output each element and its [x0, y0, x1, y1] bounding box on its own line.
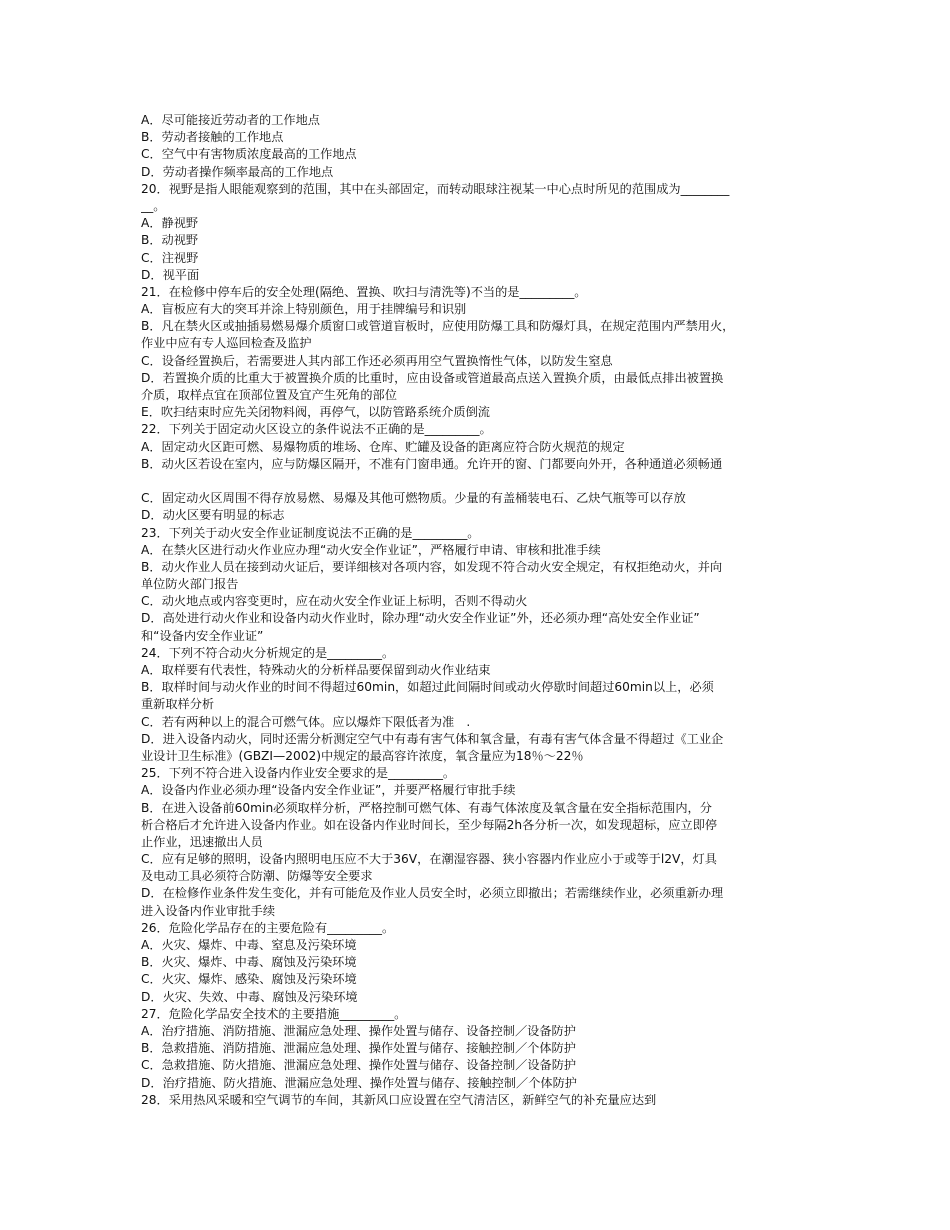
text-line: D．视平面 — [141, 267, 200, 282]
text-line: C．应有足够的照明，设备内照明电压应不大于36V，在潮湿容器、狭小容器内作业应小于或等于l2V，灯具 — [141, 852, 717, 867]
text-line: C．火灾、爆炸、感染、腐蚀及污染环境 — [141, 972, 357, 987]
text-line: 重新取样分析 — [141, 697, 215, 712]
text-line: 及电动工具必须符合防潮、防爆等安全要求 — [141, 869, 373, 884]
text-line: C．设备经置换后，若需要进人其内部工作还必须再用空气置换惰性气体，以防发生窒息 — [141, 353, 613, 368]
text-line: C．空气中有害物质浓度最高的工作地点 — [141, 147, 357, 162]
text-line: 作业中应有专人巡回检查及监护 — [141, 336, 312, 351]
text-line: A．治疗措施、消防措施、泄漏应急处理、操作处置与储存、设备控制／设备防护 — [141, 1023, 576, 1038]
text-line: 业设计卫生标准》(GBZI—2002)中规定的最高容许浓度，氧含量应为18％～22％ — [141, 748, 584, 763]
text-line: D．在检修作业条件发生变化，并有可能危及作业人员安全时，必须立即撤出；若需继续作业，必须重新办理 — [141, 886, 724, 901]
text-line: B．劳动者接触的工作地点 — [141, 130, 284, 145]
text-line: D．动火区要有明显的标志 — [141, 508, 285, 523]
text-line: 和“设备内安全作业证” — [141, 628, 264, 643]
text-line: B．在进入设备前60min必须取样分析，严格控制可燃气体、有毒气体浓度及氧含量在安全指标范围内，分 — [141, 800, 712, 815]
text-line: 进入设备内作业审批手续 — [141, 903, 276, 918]
text-line: C．注视野 — [141, 250, 199, 265]
text-line: A．火灾、爆炸、中毒、窒息及污染环境 — [141, 938, 357, 952]
text-line: A．固定动火区距可燃、易爆物质的堆场、仓库、贮罐及设备的距离应符合防火规范的规定 — [141, 439, 625, 454]
text-line: A．在禁火区进行动火作业应办理“动火安全作业证”，严格履行申请、审核和批准手续 — [141, 542, 601, 557]
text-line: C．急救措施、防火措施、泄漏应急处理、操作处置与储存、设备控制／设备防护 — [141, 1058, 577, 1073]
text-line: A．静视野 — [141, 216, 199, 231]
text-line: C．固定动火区周围不得存放易燃、易爆及其他可燃物质。少量的有盖桶装电石、乙炔气瓶等可以存放 — [141, 491, 686, 506]
text-line: C．动火地点或内容变更时，应在动火安全作业证上标明，否则不得动火 — [141, 594, 528, 609]
text-line: B．动火区若设在室内，应与防爆区隔开，不准有门窗串通。允许开的窗、门都要向外开，各种通道必须畅通 — [141, 456, 723, 471]
text-line: B．动火作业人员在接到动火证后，要详细核对各项内容，如发现不符合动火安全规定，有权拒绝动火，并向 — [141, 559, 723, 574]
text-line: D．治疗措施、防火措施、泄漏应急处理、操作处置与储存、接触控制／个体防护 — [141, 1075, 577, 1090]
text-line: 26．危险化学品存在的主要危险有_________。 — [141, 920, 395, 935]
text-line: 24．下列不符合动火分析规定的是_________。 — [141, 645, 395, 660]
text-line: 25．下列不符合进入设备内作业安全要求的是_________。 — [141, 766, 456, 781]
text-line: 27．危险化学品安全技术的主要措施_________。 — [141, 1006, 407, 1021]
text-line: A．盲板应有大的突耳并涂上特别颜色，用于挂牌编号和识别 — [141, 302, 467, 317]
text-line: B．凡在禁火区或抽插易燃易爆介质窗口或管道盲板时，应使用防爆工具和防爆灯具，在规定范围内严禁用火， — [141, 319, 735, 334]
document-body — [141, 112, 811, 1109]
text-line: C．若有两种以上的混合可燃气体。应以爆炸下限低者为准 . — [141, 714, 471, 729]
text-line: B．火灾、爆炸、中毒、腐蚀及污染环境 — [141, 955, 357, 970]
text-line: 止作业，迅速撤出人员 — [141, 834, 263, 849]
text-line: 析合格后才允许进入设备内作业。如在设备内作业时间长，至少每隔2h各分析一次，如发现超标，应立即停 — [141, 817, 718, 832]
text-line: A．设备内作业必须办理“设备内安全作业证”，并要严格履行审批手续 — [141, 783, 516, 798]
text-line: 20．视野是指人眼能观察到的范围，其中在头部固定，而转动眼球注视某一中心点时所见的范围成为________ — [141, 181, 730, 196]
text-line: 22．下列关于固定动火区设立的条件说法不正确的是_________。 — [141, 422, 492, 437]
text-line: __。 — [141, 198, 166, 213]
text-line: A．取样要有代表性，特殊动火的分析样品要保留到动火作业结束 — [141, 663, 491, 677]
text-line: 21．在检修中停车后的安全处理(隔绝、置换、吹扫与清洗等)不当的是_________。 — [141, 284, 587, 299]
text-line: 单位防火部门报告 — [141, 577, 239, 592]
text-line: A．尽可能接近劳动者的工作地点 — [141, 113, 320, 127]
text-line: D．高处进行动火作业和设备内动火作业时，除办理“动火安全作业证”外，还必须办理“高处安全作业证” — [141, 611, 700, 626]
text-line: B．动视野 — [141, 233, 199, 248]
text-line: D．劳动者操作频率最高的工作地点 — [141, 164, 334, 179]
text-line: D．进入设备内动火，同时还需分析测定空气中有毒有害气体和氧含量，有毒有害气体含量不得超过《工业企 — [141, 731, 724, 746]
text-line: B．取样时间与动火作业的时间不得超过60min，如超过此间隔时间或动火停歇时间超过60min以上，必须 — [141, 680, 714, 695]
text-line: B．急救措施、消防措施、泄漏应急处理、操作处置与储存、接触控制／个体防护 — [141, 1041, 576, 1056]
text-line: E．吹扫结束时应先关闭物料阀，再停气，以防管路系统介质倒流 — [141, 405, 490, 420]
text-line: D．若置换介质的比重大于被置换介质的比重时，应由设备或管道最高点送入置换介质，由最低点排出被置换 — [141, 370, 724, 385]
text-line — [141, 473, 811, 490]
text-line: 介质，取样点宜在顶部位置及宜产生死角的部位 — [141, 388, 397, 402]
text-line: 23．下列关于动火安全作业证制度说法不正确的是_________。 — [141, 525, 480, 540]
text-line: 28．采用热风采暖和空气调节的车间，其新风口应设置在空气清洁区，新鲜空气的补充量应达到 — [141, 1092, 657, 1107]
text-line: D．火灾、失效、中毒、腐蚀及污染环境 — [141, 989, 358, 1004]
